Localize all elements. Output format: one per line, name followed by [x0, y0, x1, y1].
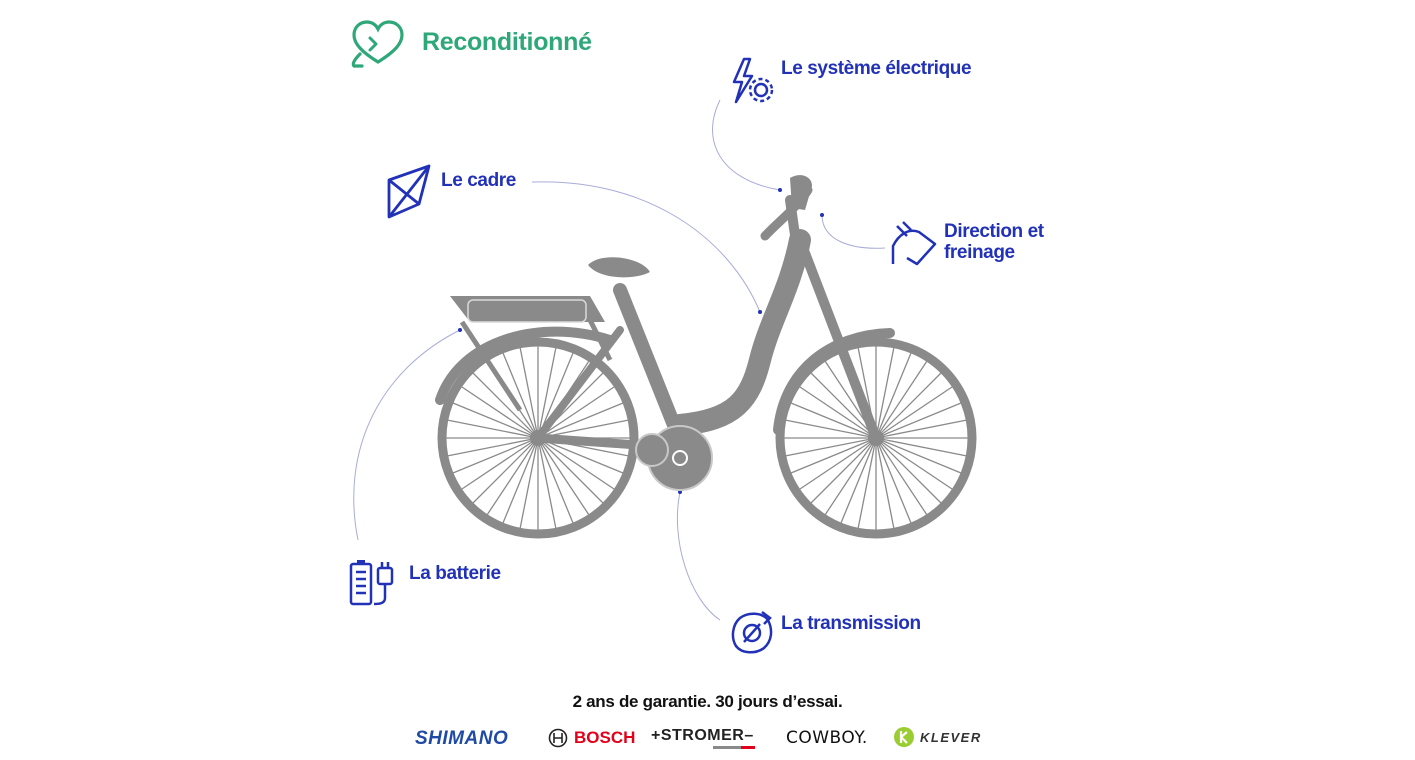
bosch-armature-icon — [548, 728, 568, 748]
feature-frame — [385, 162, 433, 225]
feature-steering-line1: Direction et — [944, 221, 1044, 242]
frame-icon — [385, 162, 433, 220]
brand-title: Reconditionné — [422, 28, 592, 56]
klever-wordmark: KLEVER — [920, 729, 982, 745]
bosch-wordmark: BOSCH — [574, 728, 636, 747]
feature-battery-label: La batterie — [409, 563, 501, 584]
stromer-logo — [651, 727, 754, 745]
feature-steering-line2: freinage — [944, 242, 1015, 263]
lightning-gear-icon — [728, 56, 776, 106]
feature-battery — [348, 558, 400, 615]
stromer-wordmark: +STROMER– — [651, 727, 754, 744]
connector-electrical — [713, 100, 781, 190]
feature-transmission — [728, 608, 776, 663]
connector-frame — [532, 182, 760, 312]
warranty-tagline: 2 ans de garantie. 30 jours d’essai. — [572, 692, 843, 711]
klever-logo — [893, 726, 982, 748]
feature-electrical — [728, 56, 776, 111]
connector-transmission — [677, 492, 720, 620]
gear-cycle-icon — [728, 608, 776, 658]
brake-lever-icon — [889, 218, 939, 268]
saddle — [588, 257, 650, 277]
battery-charger-icon — [348, 558, 400, 610]
feature-transmission-label: La transmission — [781, 613, 921, 634]
feature-electrical-label: Le système électrique — [781, 58, 972, 79]
handlebar — [790, 175, 812, 210]
feature-steering-label — [944, 221, 1044, 263]
shimano-logo: SHIMANO — [415, 728, 509, 749]
feature-frame-label: Le cadre — [441, 170, 516, 191]
connector-steering — [822, 215, 885, 248]
bosch-logo — [548, 728, 635, 748]
feature-steering — [889, 218, 939, 273]
motor — [636, 426, 712, 490]
cowboy-logo: COWBOY. — [786, 728, 868, 748]
klever-mark-icon — [893, 726, 915, 748]
front-fender — [778, 333, 890, 430]
